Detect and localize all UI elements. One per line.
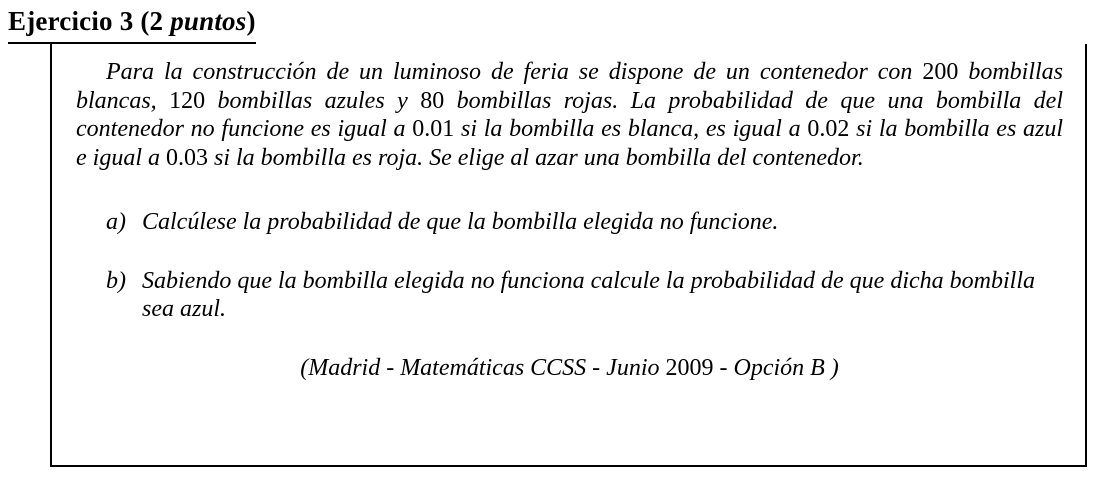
problem-box: [50, 44, 1087, 467]
exercise-title-italic-word: puntos: [170, 6, 247, 36]
exercise-title: [8, 6, 256, 44]
question-a-text: Calcúlese la probabilidad de que la bombilla elegida no funcione.: [142, 209, 779, 235]
question-a: [106, 208, 1063, 237]
question-a-label: a): [106, 209, 126, 235]
problem-statement: Para la construcción de un luminoso de feria se dispone de un contenedor con 200 bombillas blancas, 120 bombillas azules y 80 bombillas rojas. La probabilidad de que una bombilla del contenedor no funcione es igual a 0.01 si la bombilla es blanca, es igual a 0.02 si la bombilla es azul e igual a 0.03 si la bombilla es roja. Se elige al azar una bombilla del contenedor.: [76, 59, 1064, 171]
source-citation: (Madrid - Matemáticas CCSS - Junio 2009 - Opción B ): [300, 354, 839, 381]
question-b-label: b): [106, 267, 126, 294]
exercise-title-suffix: ): [246, 6, 256, 36]
question-list: [76, 208, 1063, 324]
exercise-title-prefix: Ejercicio 3 (2: [8, 6, 171, 36]
question-b-text: Sabiendo que la bombilla elegida no funciona calcule la probabilidad de que dicha bombilla sea azul.: [142, 267, 1035, 322]
question-b: [106, 267, 1063, 324]
